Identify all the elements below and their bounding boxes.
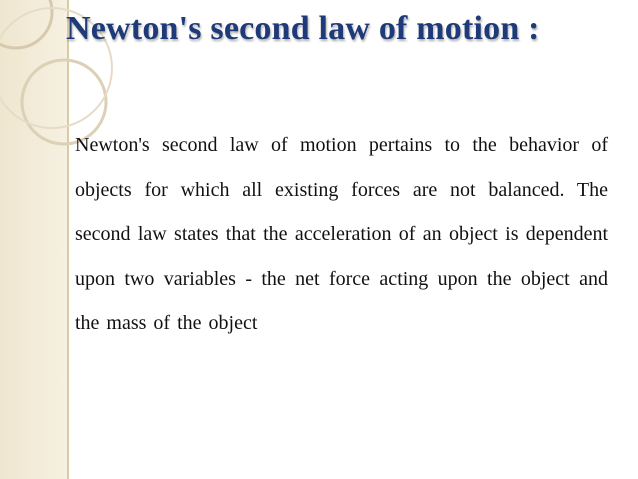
slide-title: Newton's second law of motion : [66,10,540,47]
slide-body-text: Newton's second law of motion pertains to the behavior of objects for which all existing forces are not balanced. The second law states that the acceleration of an object is dependent upon two variables - the net force acting upon the object and the mass of the object [75,134,608,334]
decorative-circle-top [0,0,52,48]
